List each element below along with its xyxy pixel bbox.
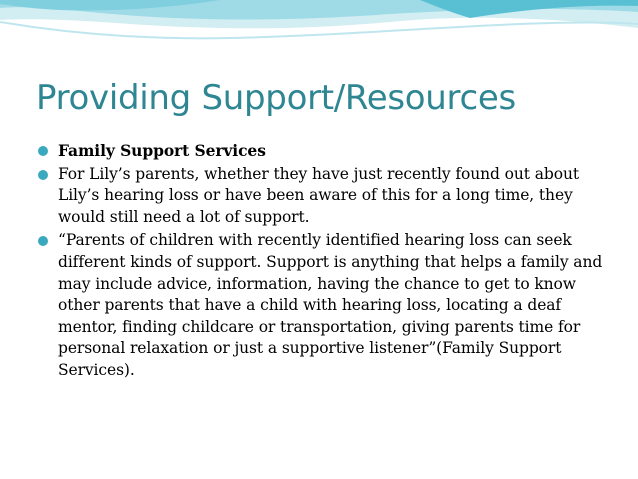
bullet-marker-icon xyxy=(38,236,48,246)
bullet-item xyxy=(38,230,612,381)
slide-title: Providing Support/Resources xyxy=(36,78,516,118)
bullet-marker-icon xyxy=(38,146,48,156)
bullet-list xyxy=(38,140,612,384)
bullet-item xyxy=(38,140,612,162)
bullet-item xyxy=(38,164,612,229)
bullet-text: “Parents of children with recently identified hearing loss can seek different kinds of support. Support is anything that helps a family and may include advice, information, having the chance to get to know other parents that have a child with hearing loss, locating a deaf mentor, finding childcare or transportation, giving parents time for personal relaxation or just a supportive listener”(Family Support Services). xyxy=(58,231,603,379)
bullet-text: For Lily’s parents, whether they have just recently found out about Lily’s hearing loss or have been aware of this for a long time, they would still need a lot of support. xyxy=(58,164,579,226)
bullet-marker-icon xyxy=(38,170,48,180)
decorative-wave-header xyxy=(0,0,638,80)
bullet-text: Family Support Services xyxy=(58,141,266,160)
